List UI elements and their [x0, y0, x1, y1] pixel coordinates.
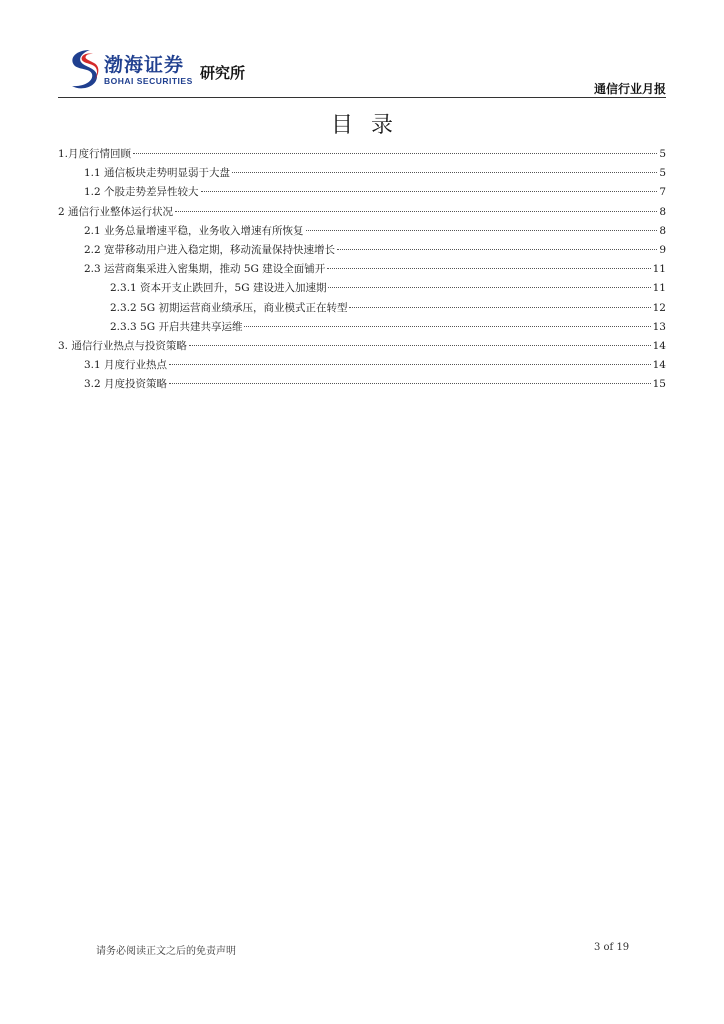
toc-entry[interactable] — [58, 261, 666, 280]
toc-entry-page: 12 — [652, 301, 666, 314]
toc-entry[interactable] — [58, 280, 666, 299]
toc-entry-page: 13 — [652, 320, 666, 333]
toc-entry-label: 2.3.2 5G 初期运营商业绩承压，商业模式正在转型 — [110, 301, 348, 314]
toc-leader-dots — [189, 345, 651, 346]
toc-entry-page: 8 — [659, 205, 666, 218]
toc-entry-page: 14 — [652, 339, 666, 352]
report-type: 通信行业月报 — [593, 82, 666, 96]
toc-entry-page: 11 — [652, 263, 666, 276]
toc-entry[interactable] — [58, 338, 666, 357]
toc-entry-label: 2 通信行业整体运行状况 — [58, 205, 174, 218]
toc-leader-dots — [133, 153, 657, 154]
logo-english-name: BOHAI SECURITIES — [104, 76, 193, 86]
toc-entry-page: 8 — [659, 224, 666, 237]
toc-entry[interactable] — [58, 146, 666, 165]
toc-leader-dots — [169, 364, 651, 365]
toc-entry[interactable] — [58, 376, 666, 395]
toc-entry-label: 1.1 通信板块走势明显弱于大盘 — [84, 167, 231, 180]
toc-leader-dots — [201, 191, 658, 192]
toc-entry[interactable] — [58, 204, 666, 223]
toc-entry-label: 2.2 宽带移动用户进入稳定期，移动流量保持快速增长 — [84, 243, 336, 256]
toc-title: 目录 — [330, 113, 411, 138]
toc-entry-page: 7 — [659, 186, 666, 199]
toc-entry-label: 2.3.3 5G 开启共建共享运维 — [110, 320, 243, 333]
toc-entry-page: 11 — [652, 282, 666, 295]
toc-entry[interactable] — [58, 184, 666, 203]
bohai-swirl-icon — [66, 48, 100, 92]
institute-label: 研究所 — [200, 64, 246, 82]
toc-entry[interactable] — [58, 357, 666, 376]
logo-chinese-name: 渤海证券 — [104, 54, 185, 76]
toc-leader-dots — [244, 326, 650, 327]
page-header — [0, 0, 724, 100]
toc-entry-label: 3.2 月度投资策略 — [84, 378, 168, 391]
toc-leader-dots — [328, 287, 650, 288]
toc-entry-page: 15 — [652, 378, 666, 391]
toc-entry[interactable] — [58, 242, 666, 261]
footer-page-number: 3 of 19 — [594, 942, 630, 953]
toc-leader-dots — [337, 249, 657, 250]
toc-entry[interactable] — [58, 165, 666, 184]
toc-leader-dots — [232, 172, 657, 173]
toc-entry-label: 1.2 个股走势差异性较大 — [84, 186, 199, 199]
bohai-securities-logo — [66, 48, 286, 96]
toc-entry-label: 2.1 业务总量增速平稳，业务收入增速有所恢复 — [84, 224, 304, 237]
toc-entry[interactable] — [58, 300, 666, 319]
toc-entry-page: 9 — [659, 243, 666, 256]
toc-entry[interactable] — [58, 223, 666, 242]
header-divider — [58, 97, 666, 98]
toc-entry-page: 5 — [659, 148, 666, 160]
toc-leader-dots — [175, 211, 657, 212]
toc-leader-dots — [306, 230, 658, 231]
toc-entry-label: 2.3.1 资本开支止跌回升，5G 建设进入加速期 — [110, 282, 327, 295]
toc-entry-page: 14 — [652, 359, 666, 372]
toc-leader-dots — [169, 383, 651, 384]
toc-leader-dots — [327, 268, 650, 269]
toc-entry-page: 5 — [659, 167, 666, 180]
toc-entry-label: 1.月度行情回顾 — [58, 148, 132, 160]
table-of-contents — [58, 146, 666, 395]
toc-entry-label: 2.3 运营商集采进入密集期，推动 5G 建设全面铺开 — [84, 263, 326, 276]
toc-entry-label: 3.1 月度行业热点 — [84, 359, 168, 372]
toc-entry[interactable] — [58, 319, 666, 338]
footer-disclaimer: 请务必阅读正文之后的免责声明 — [96, 946, 236, 957]
toc-leader-dots — [349, 307, 650, 308]
toc-entry-label: 3. 通信行业热点与投资策略 — [58, 339, 187, 352]
